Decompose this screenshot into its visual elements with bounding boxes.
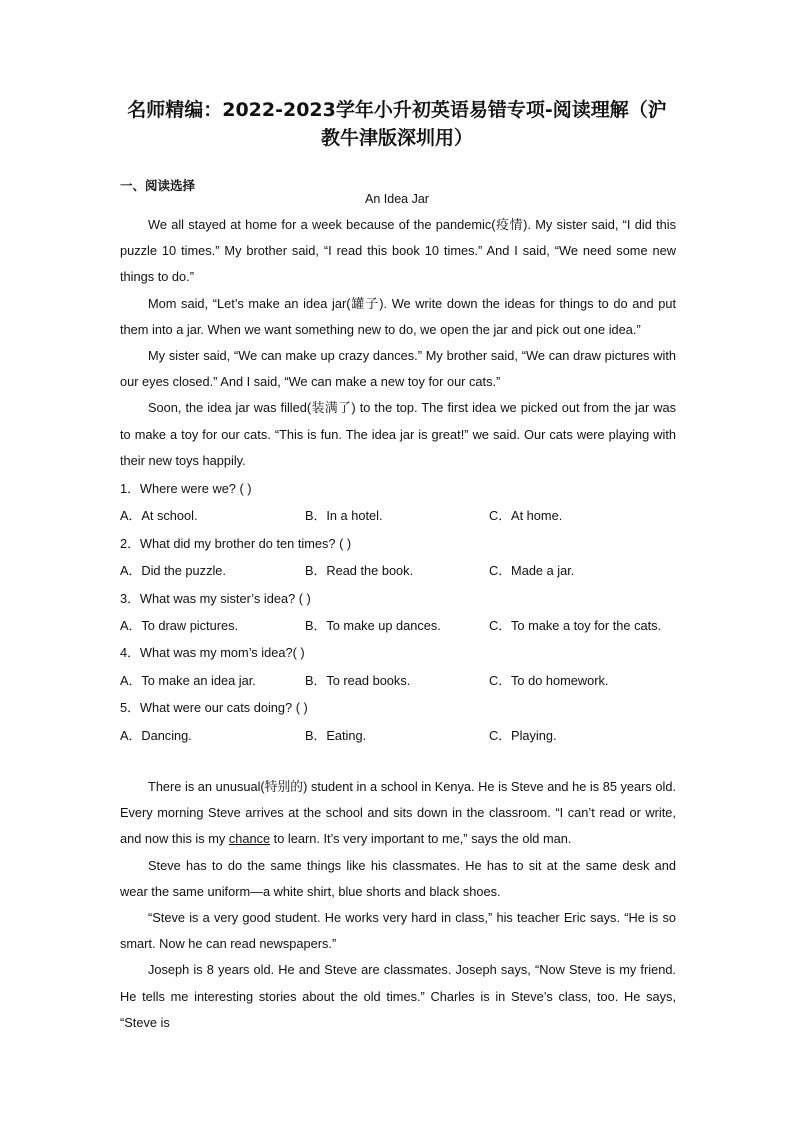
option-a: A．Did the puzzle. bbox=[120, 563, 226, 578]
option-a: A．Dancing. bbox=[120, 728, 192, 743]
title-line-1: 名师精编：2022-2023学年小升初英语易错专项-阅读理解（沪 bbox=[127, 99, 667, 121]
passage-2-paragraph: “Steve is a very good student. He works very hard in class,” his teacher Eric says. “He is so smart. Now he can read newspapers.” bbox=[120, 910, 676, 952]
passage-2-text: to learn. It’s very important to me,” says the old man. bbox=[270, 831, 572, 847]
question-stem: 3．What was my sister’s idea? ( ) bbox=[120, 591, 311, 606]
question-stem: 5．What were our cats doing? ( ) bbox=[120, 700, 308, 715]
option-b: B．Read the book. bbox=[305, 563, 414, 578]
passage-2-body bbox=[120, 774, 676, 1036]
option-c: C．To do homework. bbox=[489, 673, 609, 688]
option-c: C．To make a toy for the cats. bbox=[489, 618, 662, 633]
passage-1-paragraph: We all stayed at home for a week because of the pandemic(疫情). My sister said, “I did this puzzle 10 times.” My brother said, “I read this book 10 times.” And I said, “We need some new things to do.” bbox=[120, 217, 676, 285]
passage-2-paragraph: Joseph is 8 years old. He and Steve are classmates. Joseph says, “Now Steve is my friend. He tells me interesting stories about the old times.” Charles is in Steve’s class, too. He says, “Steve is bbox=[120, 962, 676, 1030]
option-a: A．To draw pictures. bbox=[120, 618, 239, 633]
question-stem: 1．Where were we? ( ) bbox=[120, 481, 252, 496]
question-stem: 2．What did my brother do ten times? ( ) bbox=[120, 536, 352, 551]
underlined-word: chance bbox=[228, 831, 271, 847]
passage-1-paragraph: Mom said, “Let’s make an idea jar(罐子). We write down the ideas for things to do and put them into a jar. When we want something new to do, we open the jar and pick out one idea.” bbox=[120, 295, 676, 337]
option-c: C．Playing. bbox=[489, 728, 557, 743]
option-b: B．In a hotel. bbox=[305, 508, 383, 523]
passage-2-text: There is an unusual(特别的) student in a school in Kenya. He is Steve and he is 85 years old. Every morning Steve arrives at the school and sits down in the classroom. “I can’t read or write, and now this is my bbox=[120, 779, 676, 847]
question-stem: 4．What was my mom’s idea?( ) bbox=[120, 645, 305, 660]
option-b: B．Eating. bbox=[305, 728, 367, 743]
option-c: C．Made a jar. bbox=[489, 563, 575, 578]
passage-1-paragraph: My sister said, “We can make up crazy dances.” My brother said, “We can draw pictures with our eyes closed.” And I said, “We can make a new toy for our cats.” bbox=[120, 348, 676, 390]
option-b: B．To read books. bbox=[305, 673, 411, 688]
passage-1-title: An Idea Jar bbox=[365, 192, 429, 206]
passage-2-paragraph: Steve has to do the same things like his classmates. He has to sit at the same desk and wear the same uniform—a white shirt, blue shorts and black shoes. bbox=[120, 857, 676, 899]
option-a: A．To make an idea jar. bbox=[120, 673, 256, 688]
section-heading: 一、阅读选择 bbox=[120, 178, 196, 193]
passage-1-body bbox=[120, 212, 676, 474]
passage-1-paragraph: Soon, the idea jar was filled(装满了) to the top. The first idea we picked out from the jar was to make a toy for our cats. “This is fun. The idea jar is great!” we said. Our cats were playing with their new toys happily. bbox=[120, 400, 676, 468]
document-title bbox=[110, 96, 684, 152]
title-line-2: 教牛津版深圳用） bbox=[320, 127, 473, 149]
option-b: B．To make up dances. bbox=[305, 618, 441, 633]
passage-2-paragraph bbox=[120, 774, 676, 853]
option-a: A．At school. bbox=[120, 508, 198, 523]
option-c: C．At home. bbox=[489, 508, 563, 523]
